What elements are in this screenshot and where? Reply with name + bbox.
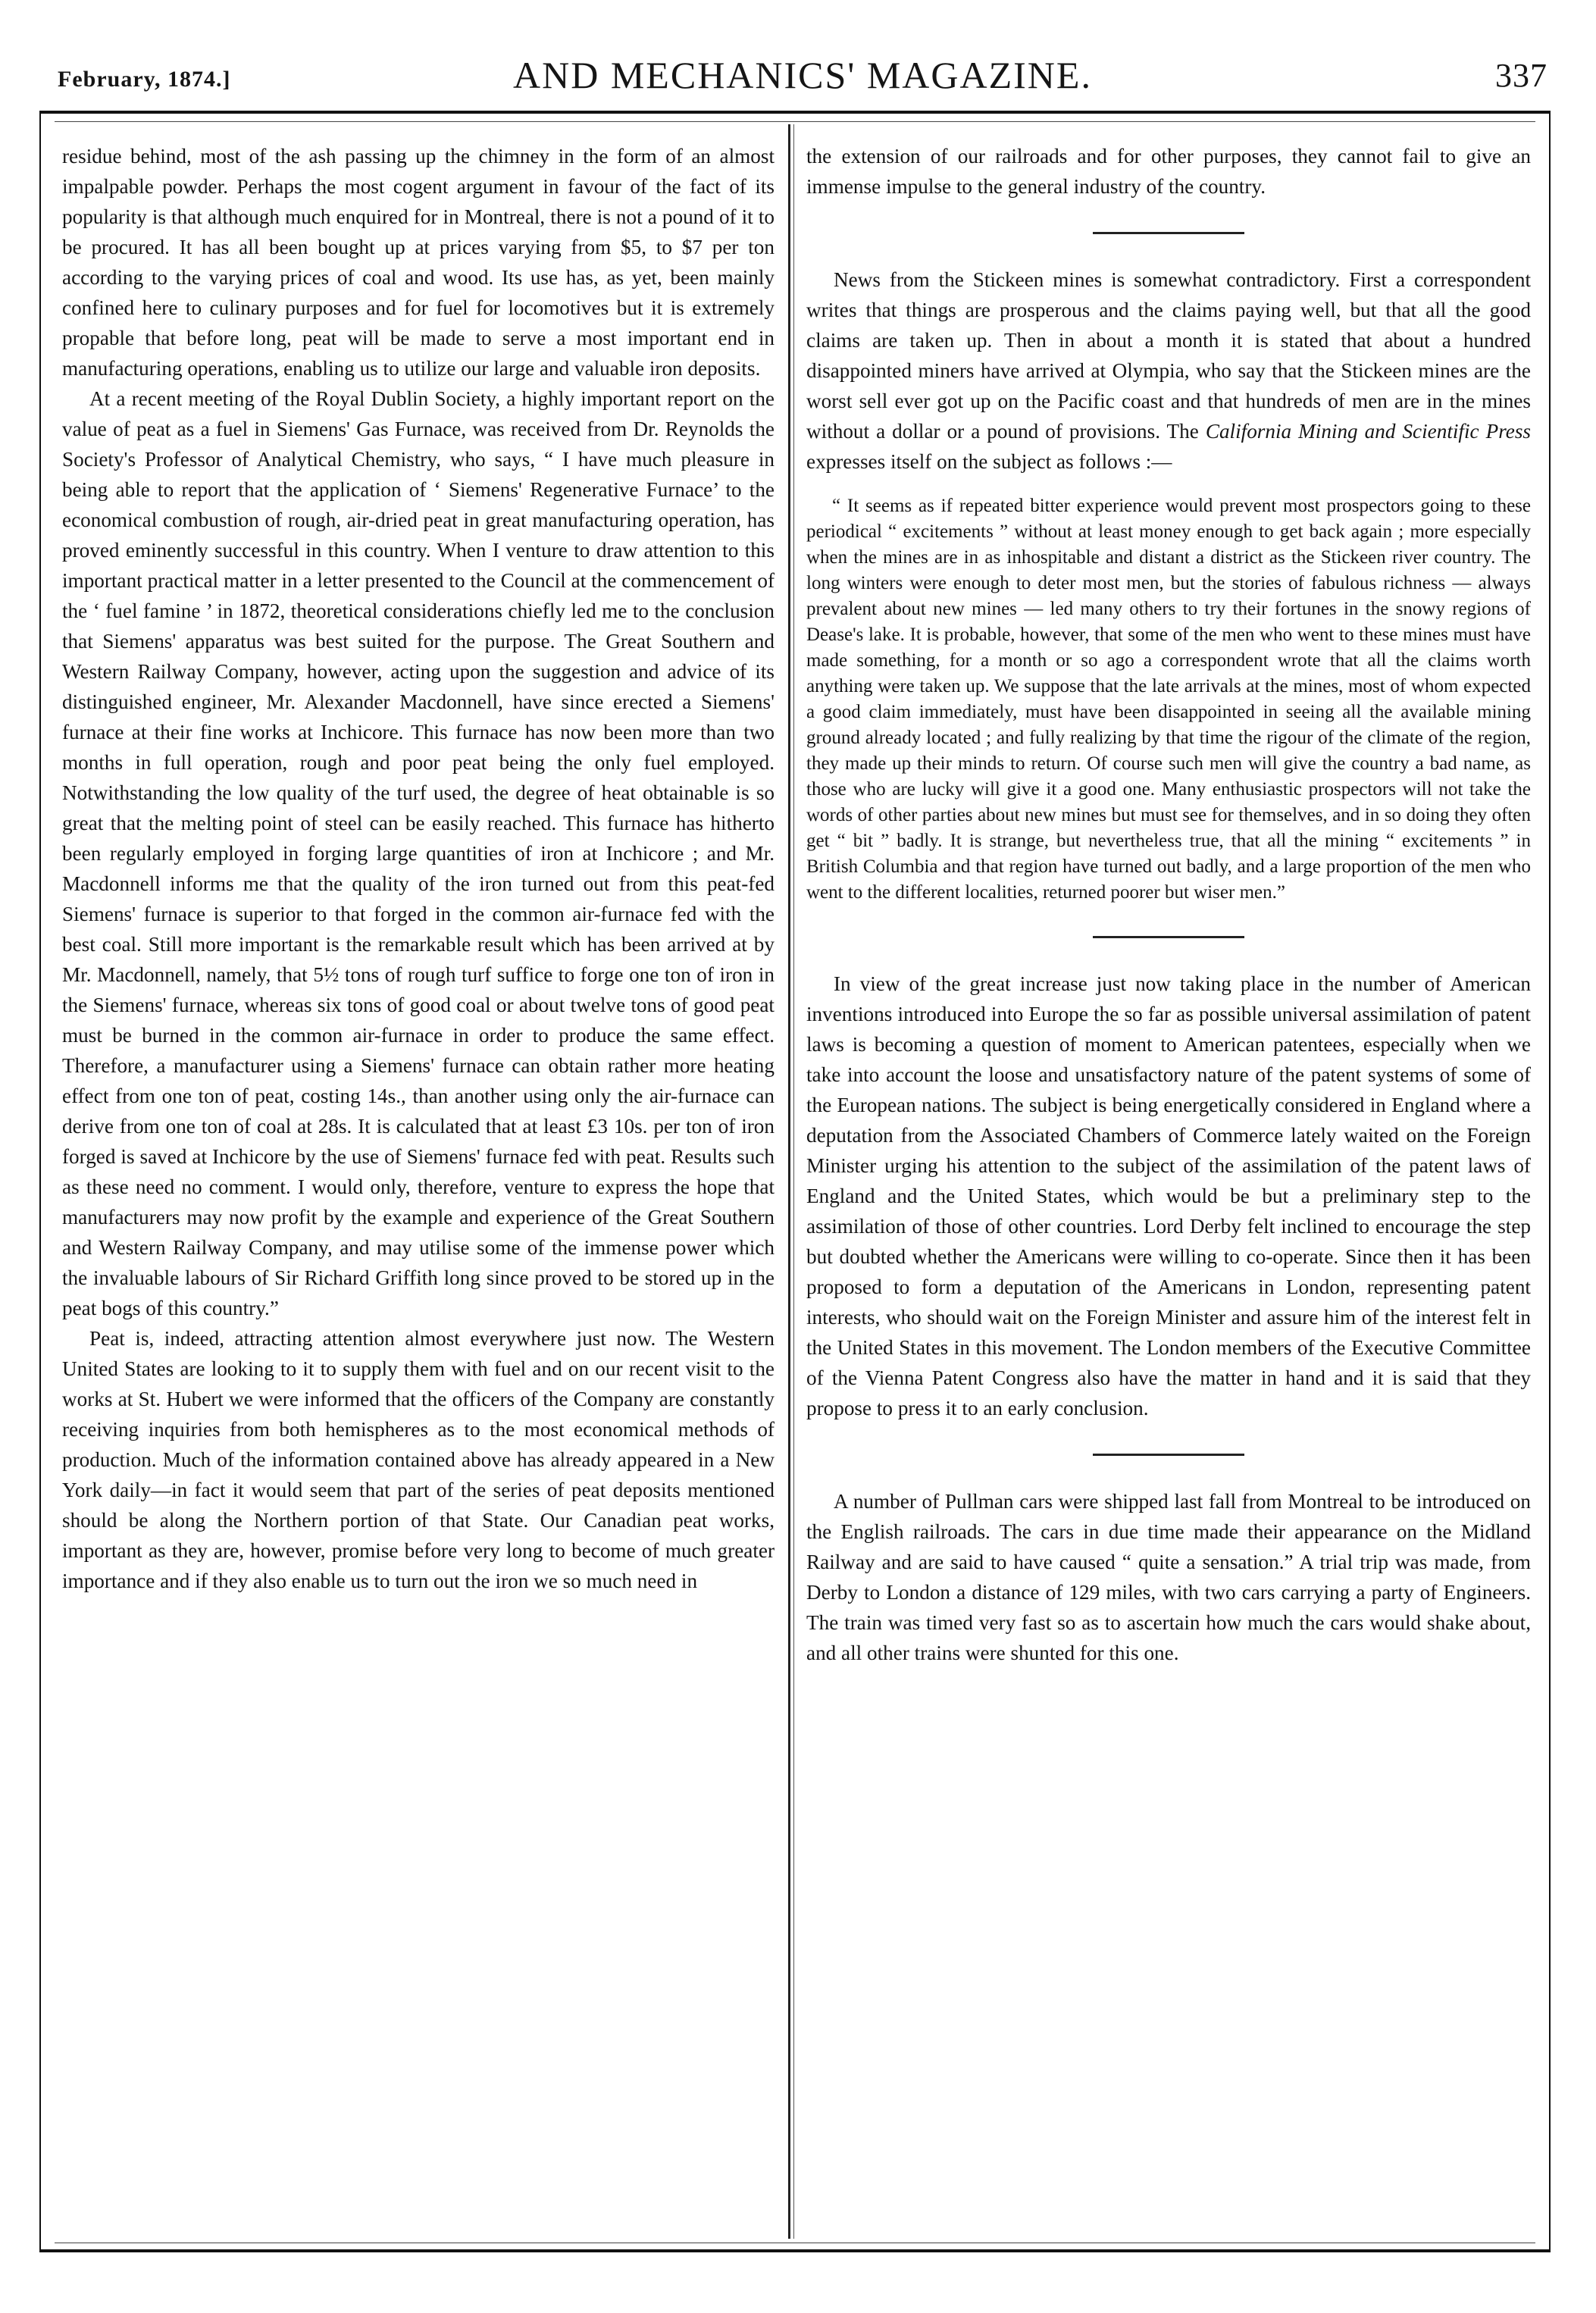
article-separator [1093,232,1244,234]
block-quote: “ It seems as if repeated bitter experience would prevent most prospectors going to these periodical “ excitements ” without at least money enough to get back again ; more especially when the mines are in as inhospitable and distant a district as the Stickeen river country. The long winters were enough to deter most men, but the stories of fabulous richness — always prevalent about new mines — led many others to try their fortunes in the snowy regions of Dease's lake. It is probable, however, that some of the men who went to these mines must have made something, for a month or so ago a correspondent wrote that all the claims worth anything were taken up. We suppose that the late arrivals at the mines, most of whom expected a good claim immediately, must have been disappointed in seeing all the available mining ground already located ; and fully realizing by that time the rigour of the climate of the region, they made up their minds to return. Of course such men will give the country a bad name, as those who are lucky will give it a good one. Many enthusiastic prospectors will not take the words of other parties about new mines but must see for themselves, and in so doing they often get “ bit ” badly. It is strange, but nevertheless true, that all the mining “ excitements ” in British Columbia and that region have turned out badly, and a large proportion of the men who went to the different localities, returned poorer but wiser men.” [806,496,1531,903]
page-number: 337 [1495,57,1547,94]
issue-date: February, 1874.] [58,67,231,92]
magazine-title: AND MECHANICS' MAGAZINE. [513,54,1092,96]
left-paragraph-2: At a recent meeting of the Royal Dublin Society, a highly important report on the value of peat as a fuel in Siemens' Gas Furnace, was received from Dr. Reynolds the Society's Professor of Analytical Chemistry, who says, “ I have much pleasure in being able to report that the application of ‘ Siemens' Regenerative Furnace’ to the economical combustion of rough, air-dried peat in great manufacturing operation, has proved eminently successful in this country. When I venture to draw attention to this important practical matter in a letter presented to the Council at the commencement of the ‘ fuel famine ’ in 1872, theoretical considerations chiefly led me to the conclusion that Siemens' apparatus was best suited for the purpose. The Great Southern and Western Railway Company, however, acting upon the suggestion and advice of its distinguished engineer, Mr. Alexander Macdonnell, have since erected a Siemens' furnace at their fine works at Inchicore. This furnace has now been more than two months in full operation, rough and poor peat being the only fuel employed. Notwithstanding the low quality of the turf used, the degree of heat obtainable is so great that the melting point of steel can be easily reached. This furnace has hitherto been regularly employed in forging large quantities of iron at Inchicore ; and Mr. Macdonnell informs me that the quality of the iron turned out from this peat-fed Siemens' furnace is superior to that forged in the common air-furnace fed with the best coal. Still more important is the remarkable result which has been arrived at by Mr. Macdonnell, namely, that 5½ tons of rough turf suffice to forge one ton of iron in the Siemens' furnace, whereas six tons of good coal or about twelve tons of good peat must be burned in the common air-furnace in order to produce the same effect. Therefore, a manufacturer using a Siemens' furnace can obtain rather more heating effect from one ton of peat, costing 14s., than another using only the air-furnace can derive from one ton of coal at 28s. It is calculated that at least £3 10s. per ton of iron forged is saved at Inchicore by the use of Siemens' furnace fed with peat. Results such as these need no comment. I would only, therefore, venture to express the hope that manufacturers may now profit by the example and experience of the Great Southern and Western Railway Company, and may utilise some of the immense power which the invaluable labours of Sir Richard Griffith long since proved to be stored up in the peat bogs of this country.” [62,387,775,1319]
left-paragraph-3: Peat is, indeed, attracting attention almost everywhere just now. The Western United States are looking to it to supply them with fuel and on our recent visit to the works at St. Hubert we were informed that the officers of the Company are constantly receiving inquiries from both hemispheres as to the most economical methods of production. Much of the information contained above has already appeared in a New York daily—in fact it would seem that part of the series of peat deposits mentioned should be along the Northern portion of that State. Our Canadian peat works, important as they are, however, promise before very long to become of much greater importance and if they also enable us to turn out the iron we so much need in [62,1327,775,1592]
right-paragraph-2-tail: expresses itself on the subject as follows :— [806,450,1172,473]
left-paragraph-1: residue behind, most of the ash passing up the chimney in the form of an almost impalpable powder. Perhaps the most cogent argument in favour of the fact of its popularity is that although much enquired for in Montreal, there is not a pound of it to be procured. It has all been bought up at prices varying from $5, to $7 per ton according to the varying prices of coal and wood. Its use has, as yet, been mainly confined here to culinary purposes and for fuel for locomotives but it is extremely propable that before long, peat will be made to serve a most important end in manufacturing operations, enabling us to utilize our large and valuable iron deposits. [62,145,775,380]
article-separator [1093,1454,1244,1456]
right-paragraph-1: the extension of our railroads and for other purposes, they cannot fail to give an immense impulse to the general industry of the country. [806,145,1531,198]
right-paragraph-3: In view of the great increase just now taking place in the number of American inventions introduced into Europe the so far as possible universal assimilation of patent laws is becoming a question of moment to American patentees, especially when we take into account the loose and unsatisfactory nature of the patent systems of some of the European nations. The subject is being energetically considered in England where a deputation from the Associated Chambers of Commerce lately waited on the Foreign Minister urging his attention to the subject of the assimilation of the patent laws of England and the United States, which would be but a preliminary step to the assimilation of those of other countries. Lord Derby felt inclined to encourage the step but doubted whether the Americans were willing to co-operate. Since then it has been proposed to form a deputation of the Americans in London, representing patent interests, who should wait on the Foreign Minister and assure him of the interest felt in the United States in this movement. The London members of the Executive Committee of the Vienna Patent Congress also have the matter in hand and it is said that they propose to press it to an early conclusion. [806,972,1531,1419]
publication-name: California Mining and Scientific Press [1205,420,1531,443]
right-column [806,141,1531,2218]
running-head [58,53,1547,106]
column-rule [788,124,790,2239]
left-column [62,141,775,2218]
right-paragraph-2 [806,264,1531,477]
right-paragraph-4: A number of Pullman cars were shipped last fall from Montreal to be introduced on the English railroads. The cars in due time made their appearance on the Midland Railway and are said to have caused “ quite a sensation.” A trial trip was made, from Derby to London a distance of 129 miles, with two cars carrying a party of Engineers. The train was timed very fast so as to ascertain how much the cars would shake about, and all other trains were shunted for this one. [806,1490,1531,1664]
right-paragraph-2-text: News from the Stickeen mines is somewhat contradictory. First a correspondent writes that things are prosperous and the claims paying well, but that all the good claims are taken up. Then in about a month it is stated that about a hundred disappointed miners have arrived at Olympia, who say that the Stickeen mines are the worst sell ever got up on the Pacific coast and that hundreds of men are in the mines without a dollar or a pound of provisions. The [806,268,1531,443]
article-separator [1093,936,1244,938]
column-rule-secondary [793,124,794,2239]
